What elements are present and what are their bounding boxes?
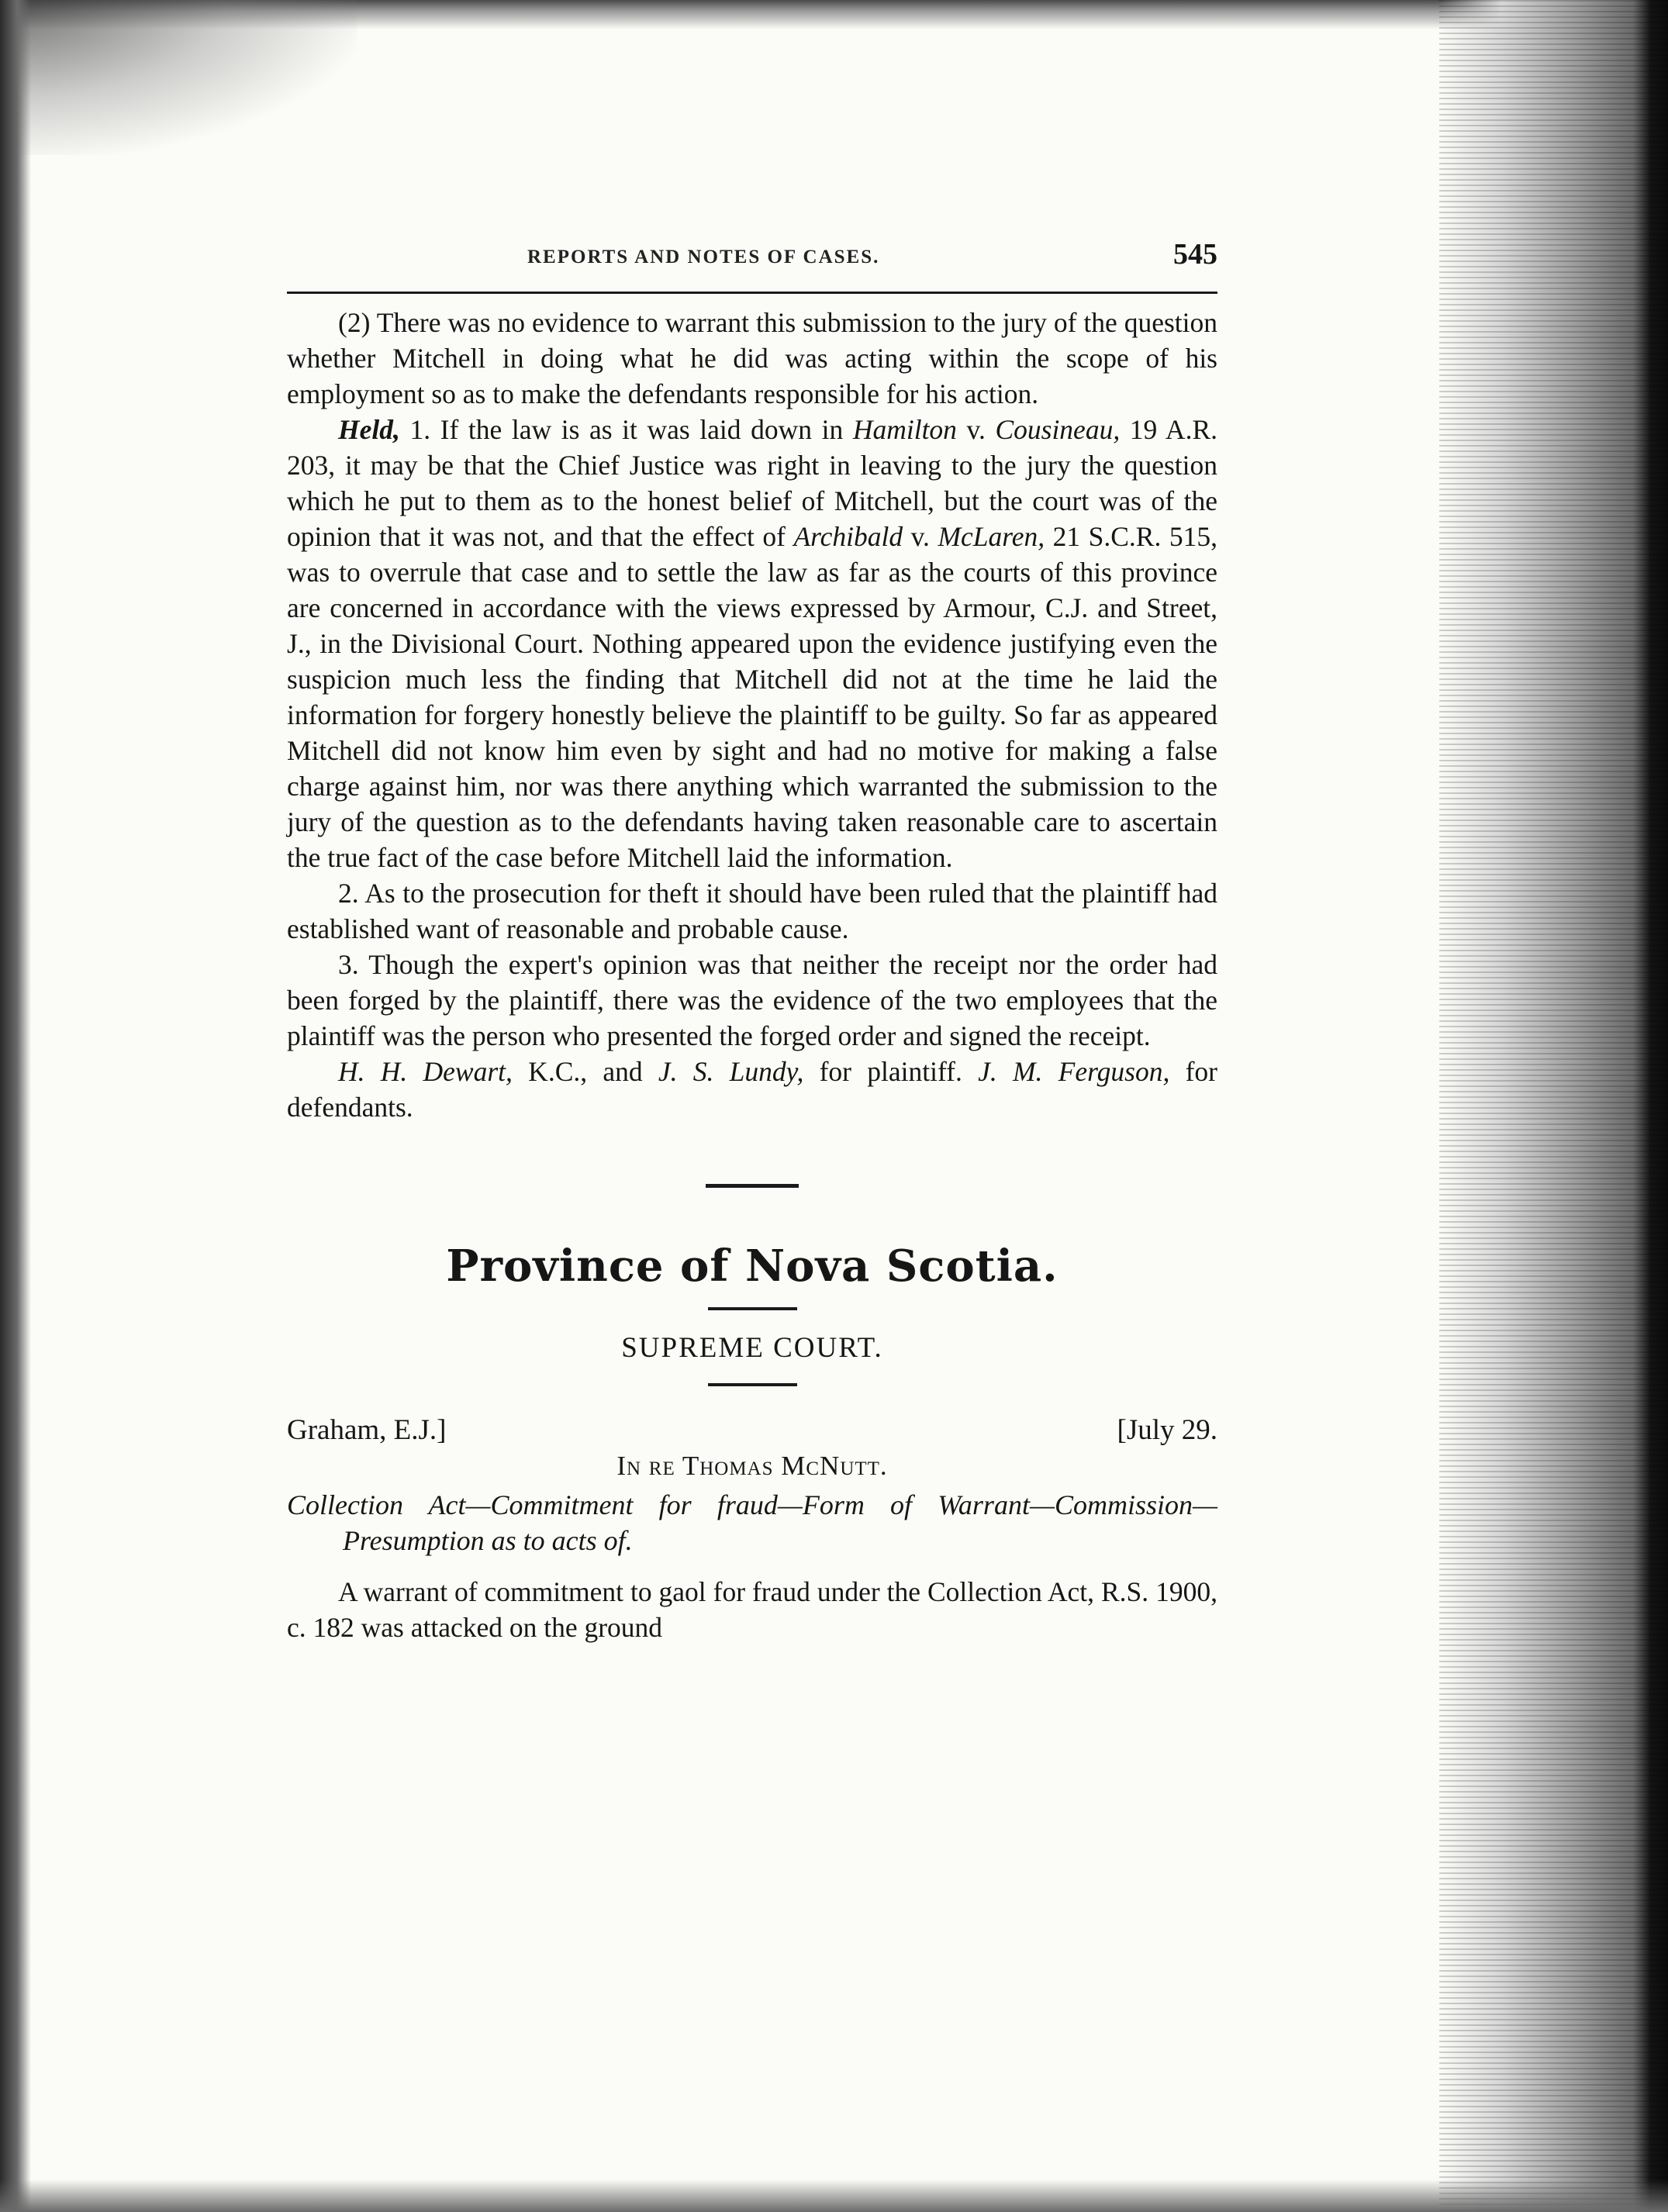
scan-edge-left <box>0 0 31 2212</box>
case-body <box>287 1574 1217 1645</box>
header-rule <box>287 292 1217 294</box>
point-3-paragraph: 3. Though the expert's opinion was that neither the receipt nor the order had been forged by the plaintiff, there was the evidence of the two employees that the plaintiff was the person who presented the forged order and signed the receipt. <box>287 949 1217 1051</box>
held-text-3: 19 A.R. 203, it may be that the Chief Justice was right in leaving to the jury the question which he put to them as to the honest belief of Mitchell, but the court was of the opinion that it was not, and that the effect of <box>287 414 1217 552</box>
headnote: Collection Act—Commitment for fraud—Form of Warrant—Commission—Presumption as to acts of. <box>287 1489 1217 1556</box>
running-head: REPORTS AND NOTES OF CASES. <box>527 247 880 267</box>
case-ref-mclaren: McLaren, <box>938 521 1045 552</box>
held-text-5: 21 S.C.R. 515, was to overrule that case and to settle the law as far as the courts of this province are concerned in accordance with the views expressed by Armour, C.J. and Street, J., in the Divisional Court. Nothing appeared upon the evidence justifying even the suspicion much less the finding that Mitchell did not at the time he laid the information for forgery honestly believe the plaintiff to be guilty. So far as appeared Mitchell did not know him even by sight and had no motive for making a false charge against him, nor was there anything which warranted the submission to the jury of the question as to the defendants having taken reasonable care to ascertain the true fact of the case before Mitchell laid the information. <box>287 521 1217 873</box>
counsel-text-1: K.C., and <box>512 1056 658 1087</box>
page-header <box>287 233 1217 292</box>
case-ref-cousineau: Cousineau, <box>995 414 1121 445</box>
page-number: 545 <box>1173 238 1217 271</box>
case-ref-hamilton: Hamilton <box>852 414 957 445</box>
counsel-text-3: for defendants. <box>287 1056 1217 1123</box>
judge-date-line <box>287 1413 1217 1448</box>
heading-divider <box>708 1307 797 1310</box>
case-title: In re Thomas McNutt. <box>616 1451 888 1481</box>
scan-edge-bottom <box>0 2179 1668 2212</box>
court-heading: SUPREME COURT. <box>621 1332 883 1364</box>
judge-name: Graham, E.J.] <box>287 1414 447 1446</box>
held-text-1: 1. If the law is as it was laid down in <box>399 414 853 445</box>
book-spine-edge <box>1439 0 1668 2212</box>
held-label: Held, <box>338 414 400 445</box>
point-2-paragraph: 2. As to the prosecution for theft it should have been ruled that the plaintiff had established want of reasonable and probable cause. <box>287 878 1217 944</box>
case-ref-archibald: Archibald <box>793 521 903 552</box>
scan-corner-shadow <box>0 0 357 155</box>
counsel-1: H. H. Dewart, <box>338 1056 513 1087</box>
court-divider <box>708 1383 797 1386</box>
decision-date: [July 29. <box>1117 1414 1217 1446</box>
held-text-2: v. <box>956 414 996 445</box>
final-paragraph: A warrant of commitment to gaol for fraud under the Collection Act, R.S. 1900, c. 182 was attacked on the ground <box>287 1576 1217 1643</box>
province-heading: Province of Nova Scotia. <box>446 1241 1058 1292</box>
held-paragraph <box>287 412 1217 875</box>
held-text-4: v. <box>903 521 938 552</box>
page-content <box>287 233 1217 1645</box>
counsel-2: J. S. Lundy, <box>658 1056 804 1087</box>
counsel-text-2: for plaintiff. <box>803 1056 979 1087</box>
opening-paragraph: (2) There was no evidence to warrant this submission to the jury of the question whether Mitchell in doing what he did was acting within the scope of his employment so as to make the defendants responsible for his action. <box>287 307 1217 409</box>
counsel-3: J. M. Ferguson, <box>978 1056 1170 1087</box>
counsel-paragraph <box>287 1054 1217 1125</box>
report-body <box>287 305 1217 1125</box>
section-divider <box>706 1184 799 1188</box>
